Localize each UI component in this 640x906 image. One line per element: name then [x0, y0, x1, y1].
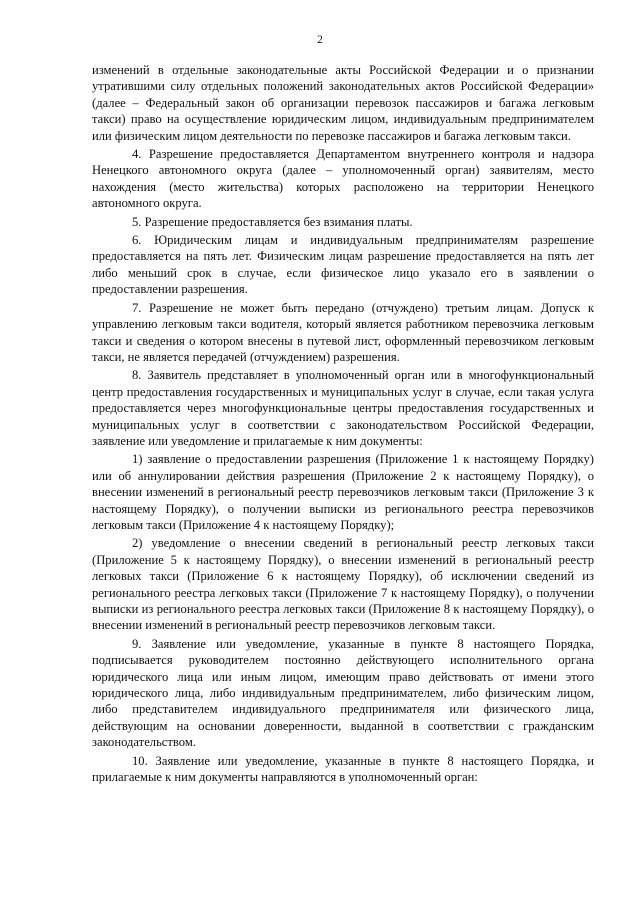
paragraph-7: 7. Разрешение не может быть передано (отчуждено) третьим лицам. Допуск к управлению легковым такси водителя, который является работником перевозчика легковым такси и сведения о котором внесены в путевой лист, оформленный перевозчиком легковым такси, не является передачей (отчуждением) разрешения.: [92, 300, 594, 364]
paragraph-10: 10. Заявление или уведомление, указанные в пункте 8 настоящего Порядка, и прилагаемые к ним документы направляются в уполномоченный орган:: [92, 753, 594, 785]
paragraph-4: 4. Разрешение предоставляется Департаментом внутреннего контроля и надзора Ненецкого автономного округа (далее – уполномоченный орган) заявителям, место нахождения (место жительства) которых расположено на территории Ненецкого автономного округа.: [92, 147, 594, 211]
paragraph-8-item-1: 1) заявление о предоставлении разрешения (Приложение 1 к настоящему Порядку) или об аннулировании действия разрешения (Приложение 2 к настоящему Порядку), о внесении изменений в региональный реестр перевозчиков легковым такси (Приложение 3 к настоящему Порядку), о получении выписки из регионального реестра перевозчиков легковым такси (Приложение 4 к настоящему Порядку);: [92, 452, 594, 532]
document-body: [92, 62, 594, 787]
paragraph-6: 6. Юридическим лицам и индивидуальным предпринимателям разрешение предоставляется на пять лет. Физическим лицам разрешение предоставляется на пять лет либо меньший срок в случае, если физическое лицо указало его в заявлении о предоставлении разрешения.: [92, 233, 594, 297]
paragraph-continuation: изменений в отдельные законодательные акты Российской Федерации и о признании утратившими силу отдельных положений законодательных актов Российской Федерации» (далее – Федеральный закон об организации перевозок пассажиров и багажа легковым такси) право на осуществление юридическим лицом, индивидуальным предпринимателем или физическим лицом деятельности по перевозке пассажиров и багажа легковым такси.: [92, 63, 594, 143]
paragraph-8: 8. Заявитель представляет в уполномоченный орган или в многофункциональный центр предоставления государственных и муниципальных услуг в случае, если такая услуга предоставляется через многофункциональные центры предоставления государственных и муниципальных услуг в соответствии с законодательством Российской Федерации, заявление или уведомление и прилагаемые к ним документы:: [92, 368, 594, 448]
page-number: 2: [317, 34, 323, 46]
paragraph-9: 9. Заявление или уведомление, указанные в пункте 8 настоящего Порядка, подписывается руководителем постоянно действующего исполнительного органа юридического лица или иным лицом, имеющим право действовать от имени этого юридического лица, либо индивидуальным предпринимателем, либо физическим лицом, либо представителем индивидуального предпринимателя или физического лица, действующим на основании доверенности, выданной в соответствии с гражданским законодательством.: [92, 636, 594, 750]
paragraph-5: 5. Разрешение предоставляется без взимания платы.: [132, 214, 413, 229]
paragraph-8-item-2: 2) уведомление о внесении сведений в региональный реестр легковых такси (Приложение 5 к настоящему Порядку), о внесении изменений в региональный реестр легковых такси (Приложение 6 к настоящему Порядку), об исключении сведений из регионального реестра легковых такси (Приложение 7 к настоящему Порядку), о получении выписки из регионального реестра легковых такси (Приложение 8 к настоящему Порядку), о внесении изменений в региональный реестр перевозчиков легковым такси.: [92, 536, 594, 633]
